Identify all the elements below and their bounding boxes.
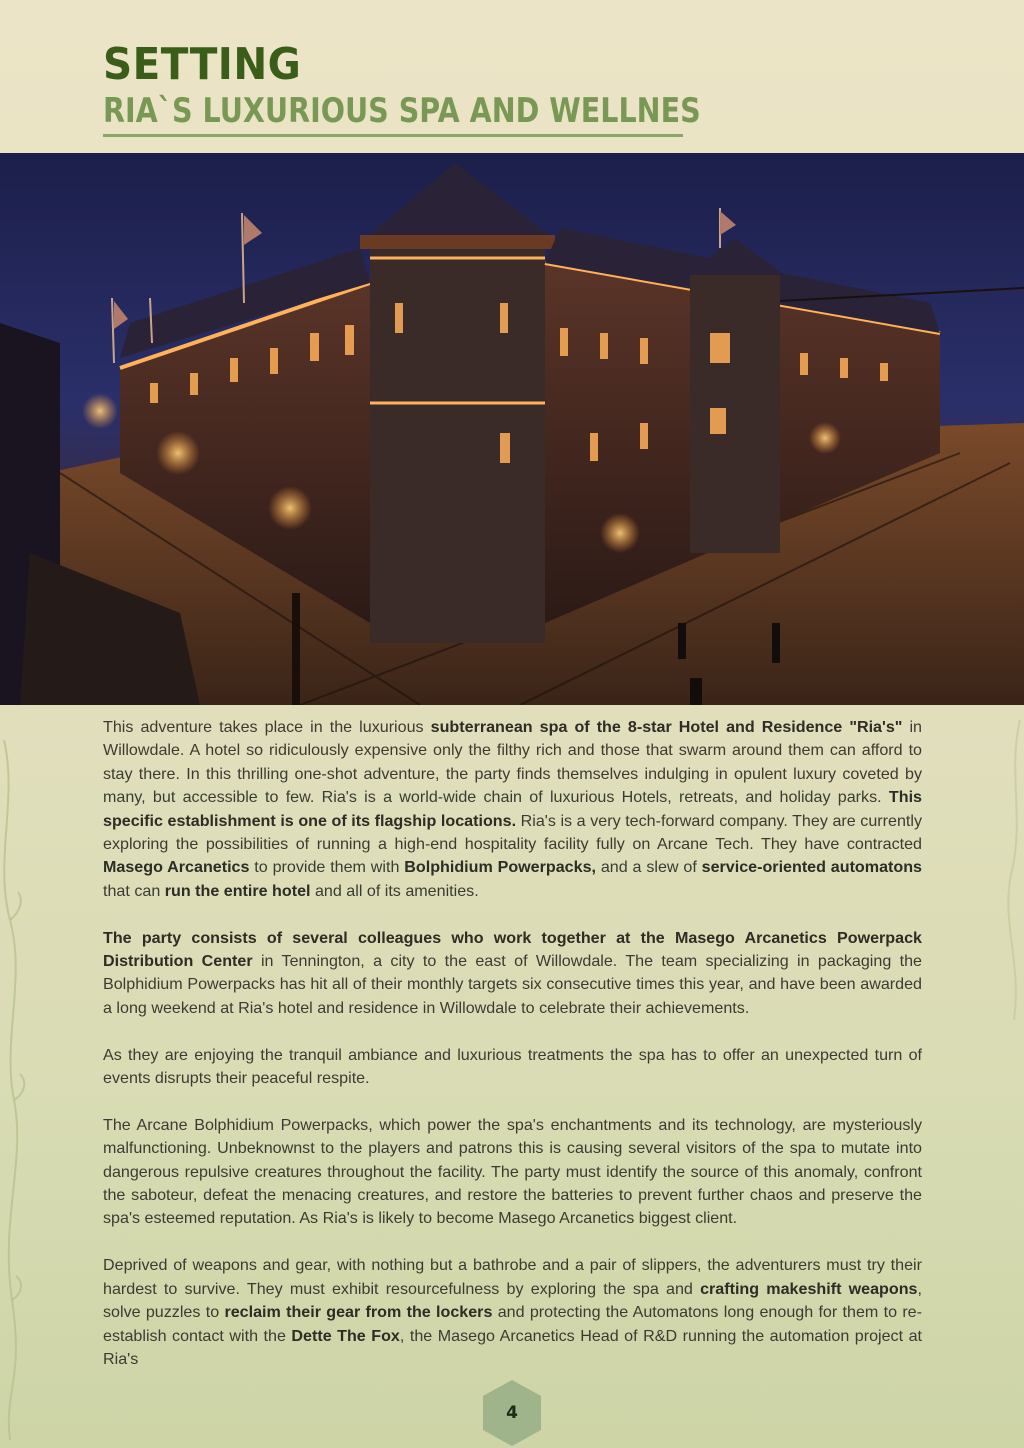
bold-text-segment: Bolphidium Powerpacks, <box>404 858 597 877</box>
text-segment: Ria's is a very tech-forward company. They are currently exploring the possibilities of running a high-end hospitality facility fully on Arcane Tech. They have contracted <box>103 811 922 854</box>
text-segment: and protecting the Automatons long enough for them to re-establish contact with the <box>103 1303 922 1345</box>
bold-text-segment: service-oriented automatons <box>701 858 922 877</box>
page-number: 4 <box>506 1403 518 1423</box>
text-segment: As they are enjoying the tranquil ambiance and luxurious treatments the spa has to offer an unexpected turn of events disrupts their peaceful respite. <box>103 1045 922 1088</box>
paragraph-turn-of-events <box>103 1044 922 1091</box>
bold-text-segment: reclaim their gear from the lockers <box>224 1303 493 1322</box>
bold-text-segment: crafting makeshift weapons <box>700 1279 918 1298</box>
text-segment: and all of its amenities. <box>310 881 479 900</box>
adventure-body-text <box>103 716 922 1395</box>
bold-text-segment: The party consists of several colleagues who work together at the Masego Arcanetics Powerpack Distribution Center <box>103 928 922 971</box>
text-segment: , solve puzzles to <box>103 1279 922 1322</box>
text-segment: in Tennington, a city to the east of Willowdale. The team specializing in packaging the Bolphidium Powerpacks has hit all of their monthly targets six consecutive times this year, and have been awarded a long weekend at Ria's hotel and residence in Willowdale to celebrate their achievements. <box>103 952 923 1017</box>
header-divider <box>103 134 683 137</box>
vine-decoration-right-icon <box>1000 720 1024 1020</box>
paragraph-survival <box>103 1254 922 1371</box>
text-segment: and a slew of <box>596 858 702 877</box>
section-title: SETTING <box>103 39 302 90</box>
paragraph-powerpacks <box>103 1114 922 1231</box>
vine-decoration-left-icon <box>0 740 30 1440</box>
text-segment: This adventure takes place in the luxurious <box>103 718 431 736</box>
text-segment: , the Masego Arcanetics Head of R&D running the automation project at Ria's <box>103 1326 922 1368</box>
hero-illustration <box>0 153 1024 705</box>
bold-text-segment: subterranean spa of the 8-star Hotel and Residence "Ria's" <box>430 718 903 736</box>
paragraph-party <box>103 927 922 1021</box>
text-segment: that can <box>103 881 165 900</box>
page-number-badge <box>483 1380 541 1446</box>
text-segment: in Willowdale. A hotel so ridiculously expensive only the filthy rich and those that swarm around them can afford to stay there. In this thrilling one-shot adventure, the party finds themselves indulging in opulent luxury coveted by many, but accessible to few. Ria's is a world-wide chain of luxurious Hotels, retreats, and holiday parks. <box>103 718 922 807</box>
bold-text-segment: Dette The Fox <box>291 1326 400 1345</box>
text-segment: The Arcane Bolphidium Powerpacks, which power the spa's enchantments and its technology, are mysteriously malfunctioning. Unbeknownst to the players and patrons this is causing several visitors of the spa to mutate into dangerous repulsive creatures throughout the facility. The party must identify the source of this anomaly, confront the saboteur, defeat the menacing creatures, and restore the batteries to prevent further chaos and preserve the spa's esteemed reputation. As Ria's is likely to become Masego Arcanetics biggest client. <box>103 1115 922 1228</box>
section-subtitle: RIA`S LUXURIOUS SPA AND WELLNES <box>103 91 701 131</box>
hotel-building-illustration-icon <box>0 153 1024 705</box>
text-segment: to provide them with <box>249 858 405 877</box>
page-header <box>103 39 701 132</box>
text-segment: Deprived of weapons and gear, with nothing but a bathrobe and a pair of slippers, the adventurers must try their hardest to survive. They must exhibit resourcefulness by exploring the spa and <box>103 1256 922 1298</box>
bold-text-segment: Masego Arcanetics <box>103 858 250 877</box>
bold-text-segment: This specific establishment is one of its flagship locations. <box>103 788 922 830</box>
bold-text-segment: run the entire hotel <box>164 881 311 900</box>
paragraph-intro <box>103 716 922 903</box>
